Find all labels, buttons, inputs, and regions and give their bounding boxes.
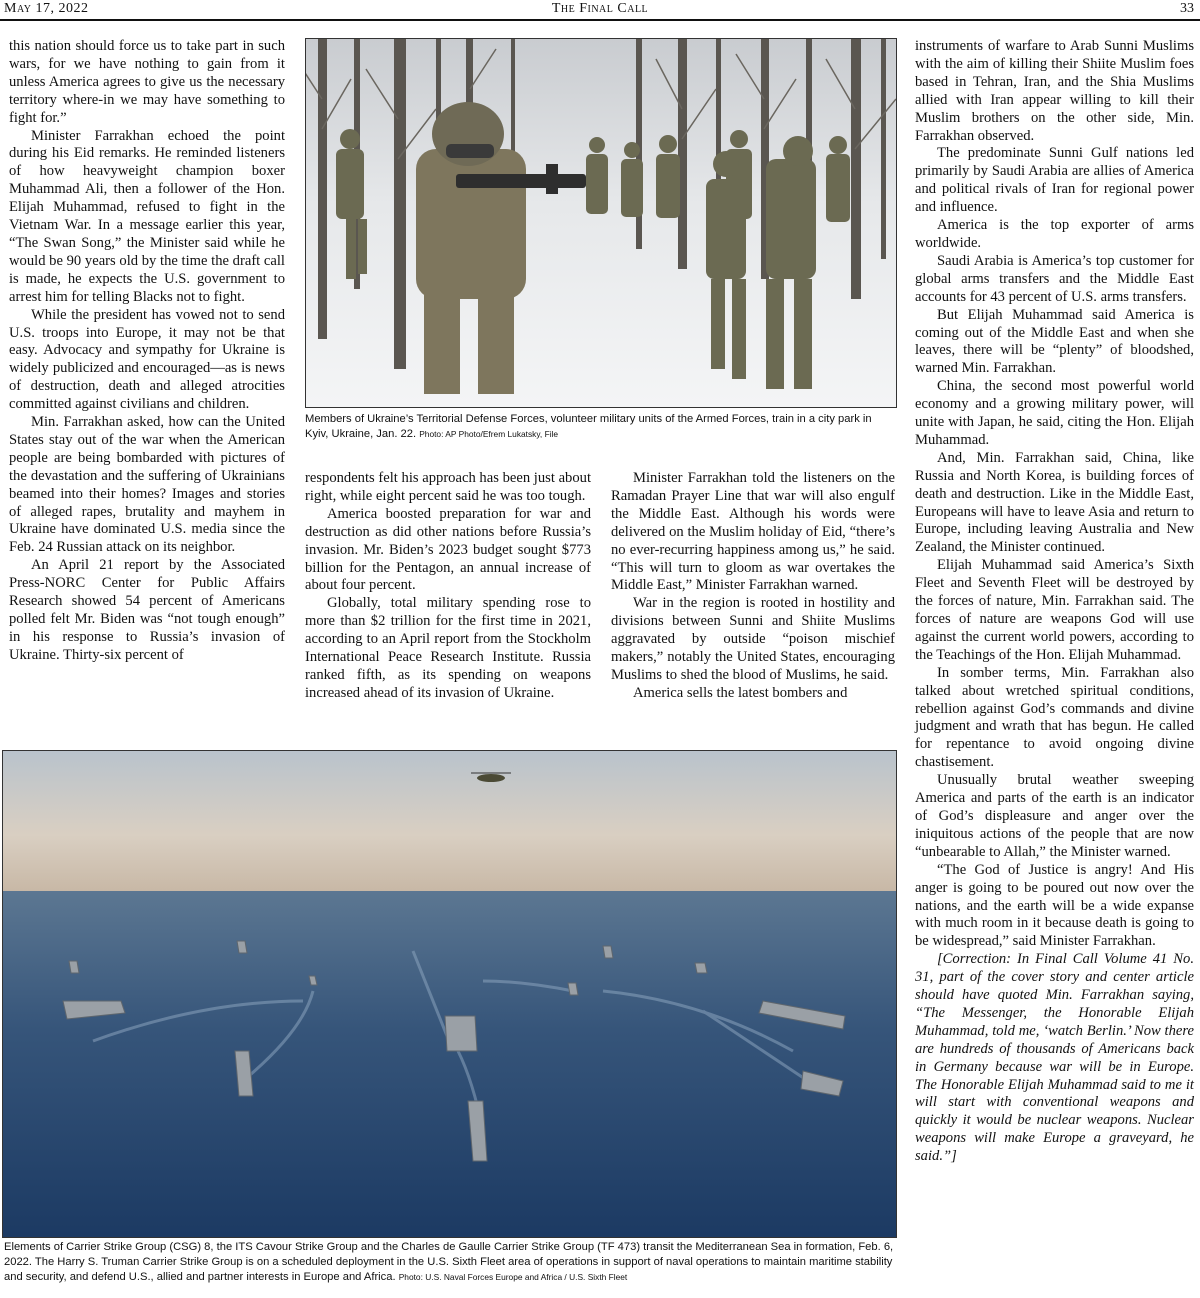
paragraph: In somber terms, Min. Farrakhan also talked about wretched spiritual conditions, rebellion against God’s commands and divine judgment and wrath that has begun. He called for repentance to avoid ongoing divine chastisement. [915, 664, 1194, 771]
paragraph: instruments of warfare to Arab Sunni Muslims with the aim of killing their Shiite Muslim foes based in Tehran, Iran, and the Shia Muslims allied with Iran appear willing to kill their Muslim brothers on the other side, Min. Farrakhan observed. [915, 38, 1194, 144]
paragraph: Minister Farrakhan echoed the point during his Eid remarks. He reminded listeners of how heavyweight champion boxer Muhammad Ali, then a follower of the Hon. Elijah Muhammad, refused to fight in the Vietnam War. In a message earlier this year, “The Swan Song,” the Minister said while he would be 90 years old by the time the draft call is made, he expects the U.S. government to arrest him for telling Blacks not to fight. [9, 127, 285, 305]
correction-note: [Correction: In Final Call Volume 41 No. 31, part of the cover story and center article should have quoted Min. Farrakhan saying, “The Messenger, the Honorable Elijah Muhammad, told me, ‘watch Berlin.’ Now there are hundreds of thousands of Americans back in Germany because war will be in Europe. The Honorable Elijah Muhammad said to me it will start with conventional weapons and quickly it would be nuclear weapons. Nuclear weapons will make Europe a graveyard, he said.”] [915, 951, 1194, 1165]
paragraph: this nation should force us to take part in such wars, for we have nothing to gain from it unless America agrees to give us the necessary territory where-in we may have something to fight for.” [9, 38, 285, 126]
paragraph: America sells the latest bombers and [633, 684, 848, 701]
photo-credit: Photo: AP Photo/Efrem Lukatsky, File [419, 429, 559, 439]
issue-date: May 17, 2022 [4, 1, 89, 16]
article-column-2 [305, 470, 591, 703]
paragraph: Min. Farrakhan asked, how can the United States stay out of the war when the American people are being bombarded with pictures of the devastation and the suffering of Ukrainians beamed into their homes? Images and stories of alleged rapes, brutality and mayhem in Ukraine have dominated U.S. media since the Feb. 24 Russian attack on its neighbor. [9, 414, 285, 556]
page-number: 33 [1180, 1, 1194, 16]
soldiers-training-photo [305, 38, 897, 408]
paragraph: China, the second most powerful world economy and a growing military power, will unite with Japan, he said, citing the Hon. Elijah Muhammad. [915, 378, 1194, 448]
paragraph: But Elijah Muhammad said America is coming out of the Middle East and when she leaves, there will be “plenty” of bloodshed, warned Min. Farrakhan. [915, 306, 1194, 377]
paragraph: respondents felt his approach has been just about right, while eight percent said he was too tough. [305, 470, 591, 504]
article-column-1 [9, 38, 285, 665]
paragraph: Globally, total military spending rose to more than $2 trillion for the first time in 2021, according to an April report from the Stockholm International Peace Research Institute. Russia ranked fifth, as its spending on weapons increased ahead of its invasion of Ukraine. [305, 595, 591, 701]
page-header [0, 0, 1200, 21]
photo-credit: Photo: U.S. Naval Forces Europe and Africa / U.S. Sixth Fleet [398, 1272, 628, 1282]
paragraph: “The God of Justice is angry! And His anger is going to be poured out now over the nations, and the earth will be a wide expanse with much room in it because death is going to be widespread,” said Minister Farrakhan. [915, 861, 1194, 950]
paragraph: America is the top exporter of arms worldwide. [915, 217, 1194, 251]
paragraph: While the president has vowed not to send U.S. troops into Europe, it may not be that easy. Advocacy and sympathy for Ukraine is widely publicized and encouraged—as is news of destruction, death and alleged atrocities committed against civilians and children. [9, 306, 285, 413]
paragraph: Unusually brutal weather sweeping America and parts of the earth is an indicator of God’s displeasure and anger over the iniquitous actions of the people that are now “unbearable to Allah,” the Minister warned. [915, 772, 1194, 860]
newspaper-name: The Final Call [551, 1, 649, 16]
photo-caption [305, 412, 897, 442]
article-column-3 [611, 470, 895, 703]
paragraph: War in the region is rooted in hostility and divisions between Sunni and Shiite Muslims aggravated by outside “poison mischief makers,” notably the United States, encouraging Muslims to shed the blood of Muslims, he said. [611, 595, 895, 683]
paragraph: Elijah Muhammad said America’s Sixth Fleet and Seventh Fleet will be destroyed by the forces of nature, Min. Farrakhan said. The forces of nature are weapons God will use against the current world powers, according to the Teachings of the Hon. Elijah Muhammad. [915, 557, 1194, 663]
paragraph: An April 21 report by the Associated Press-NORC Center for Public Affairs Research showed 54 percent of Americans polled felt Mr. Biden was “not tough enough” in his response to Russia’s invasion of Ukraine. Thirty-six percent of [9, 557, 285, 663]
paragraph: America boosted preparation for war and destruction as did other nations before Russia’s invasion. Mr. Biden’s 2023 budget sought $773 billion for the Pentagon, an annual increase of about four percent. [305, 505, 591, 594]
photo-caption [4, 1240, 897, 1285]
paragraph: Saudi Arabia is America’s top customer for global arms transfers and the Middle East accounts for 43 percent of U.S. arms transfers. [915, 252, 1194, 305]
caption-text: Members of Ukraine’s Territorial Defense Forces, volunteer military units of the Armed Forces, train in a city park in Kyiv, Ukraine, Jan. 22. [305, 413, 872, 440]
caption-text: Elements of Carrier Strike Group (CSG) 8, the ITS Cavour Strike Group and the Charles de Gaulle Carrier Strike Group (TF 473) transit the Mediterranean Sea in formation, Feb. 6, 2022. The Harry S. Truman Carrier Strike Group is on a scheduled deployment in the U.S. Sixth Fleet area of operations in support of naval operations to maintain maritime stability and security, and defend U.S., allied and partner interests in Europe and Africa. [4, 1241, 894, 1283]
paragraph: The predominate Sunni Gulf nations led primarily by Saudi Arabia are allies of America and political rivals of Iran for regional power and influence. [915, 145, 1194, 216]
paragraph: Minister Farrakhan told the listeners on the Ramadan Prayer Line that war will also engulf the Middle East. Although his words were delivered on the Muslim holiday of Eid, “there’s no ever-recurring happiness among us,” he said. “This will turn to gloom as war overtakes the Middle East,” Minister Farrakhan warned. [611, 470, 895, 594]
carrier-strike-group-photo [2, 750, 897, 1238]
article-column-4 [915, 38, 1194, 1166]
paragraph: And, Min. Farrakhan said, China, like Russia and North Korea, is building forces of death and destruction. Like in the Middle East, Europeans will have to leave Asia and return to Europe, including leaving Australia and New Zealand, the Minister continued. [915, 449, 1194, 556]
